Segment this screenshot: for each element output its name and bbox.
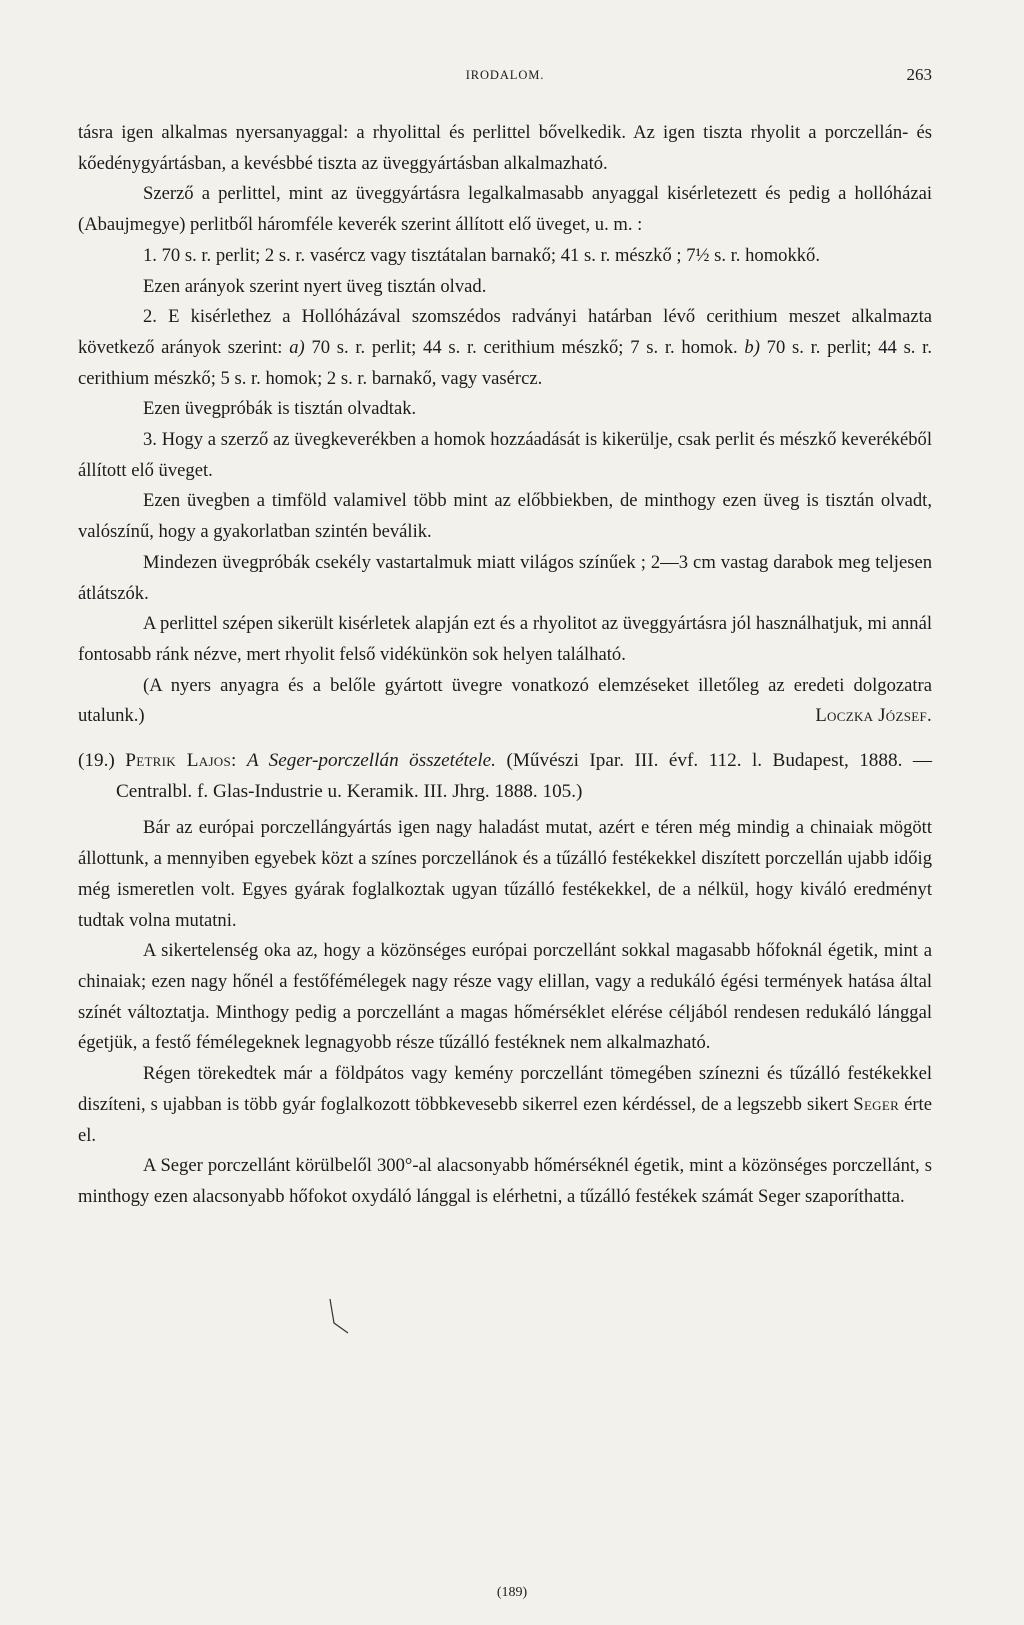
reference-note-text: (A nyers anyagra és a belőle gyártott üvegre vonatkozó elemzéseket illetőleg az eredeti dolgozatra utalunk.) <box>78 674 932 727</box>
recipe-2-variant-a-marker: a) <box>289 336 305 358</box>
entry-author: Petrik Lajos <box>125 750 232 772</box>
recipe-2-variant-b-marker: b) <box>744 336 760 358</box>
recipe-2-intro: 2. E kisérlethez a Hollóházával szomszédos radványi határban lévő cerithium meszet alkalmazta következő arányok szerint: <box>78 306 932 358</box>
pencil-mark <box>328 1297 350 1335</box>
running-title: IRODALOM. <box>465 68 545 82</box>
paragraph-colour: Mindezen üvegpróbák csekély vastartalmuk miatt világos színűek ; 2—3 cm vastag darabok meg teljesen átlátszók. <box>78 551 932 604</box>
recipe-2-variant-a: 70 s. r. perlit; 44 s. r. cerithium mészkő; 7 s. r. homok. <box>311 336 738 358</box>
recipe-1: 1. 70 s. r. perlit; 2 s. r. vasércz vagy tisztátalan barnakő; 41 s. r. mészkő ; 7½ s. r. homokkő. <box>143 244 820 266</box>
recipe-3-result: Ezen üvegben a timföld valamivel több mint az előbbiekben, de minthogy ezen üveg is tisztán olvadt, valószínű, hogy a gyakorlatban szintén beválik. <box>78 490 932 543</box>
paragraph-seger-intro: Bár az európai porczellángyártás igen nagy haladást mutat, azért e téren még mindig a chinaiak mögött állottunk, a mennyiben egyebek közt a színes porczellánok és a tűzálló festékekkel diszített porczellán ujabb időig még ismeretlen volt. Egyes gyárak foglalkoztak ugyan tűzálló festékekkel, de a nélkül, hogy kiváló eredményt tudtak volna mutatni. <box>78 817 932 931</box>
entry-number: (19.) <box>78 750 115 772</box>
reviewer-signature: Loczka József. <box>815 705 932 727</box>
page-body <box>78 118 932 1213</box>
seger-name: Seger <box>853 1093 900 1115</box>
recipe-2-result: Ezen üvegpróbák is tisztán olvadtak. <box>143 398 417 420</box>
recipe-2 <box>78 302 932 394</box>
recipe-3: 3. Hogy a szerző az üvegkeverékben a homok hozzáadását is kikerülje, csak perlit és mészkő keverékéből állított elő üveget. <box>78 429 932 481</box>
recipe-1-result: Ezen arányok szerint nyert üveg tisztán olvad. <box>143 275 487 297</box>
entry-source: (Művészi Ipar. III. évf. 112. l. Budapest, 1888. — Centralbl. f. Glas-Industrie u. Keramik. III. Jhrg. 1888. 105.) <box>116 750 933 802</box>
page-header <box>78 65 932 94</box>
sheet-signature-mark: (189) <box>496 1585 528 1600</box>
paragraph-failure-reason: A sikertelenség oka az, hogy a közönséges európai porczellánt sokkal magasabb hőfoknál égetik, mint a chinaiak; ezen nagy hőnél a festőfémélegek nagy része vagy elillan, vagy a redukáló égési termények hatása által színét változtatja. Minthogy pedig a porczellánt a magas hőmérséklet elérése céljából rendesen redukáló lánggal égetjük, a festő fémélegeknek legnagyobb része tűzálló festéknek nem alkalmazható. <box>78 940 932 1054</box>
seger-success-text: Régen törekedtek már a földpátos vagy kemény porczellánt tömegében színezni és tűzálló festékekkel diszíteni, s ujabban is több gyár foglalkozott többkevesebb sikerrel ezen kérdéssel, de a legszebb sikert <box>78 1063 932 1115</box>
recipe-2-variant-b: 70 s. r. perlit; 44 s. r. cerithium mészkő; 5 s. r. homok; 2 s. r. barnakő, vagy vasércz. <box>78 336 932 389</box>
seger-success-end: érte el. <box>78 1093 932 1146</box>
bibliography-entry-19 <box>78 746 932 807</box>
paragraph-seger-success <box>78 1059 932 1151</box>
reviewer-signature-line <box>78 701 932 732</box>
paragraph-perlite-experiment: Szerző a perlittel, mint az üveggyártásra legalkalmasabb anyaggal kisérletezett és pedig a hollóházai (Abaujmegye) perlitből háromféle keverék szerint állított elő üveget, u. m. : <box>78 183 932 236</box>
paragraph-conclusion: A perlittel szépen sikerült kisérletek alapján ezt és a rhyolitot az üveggyártásra jól használhatjuk, mi annál fontosabb ránk nézve, mert rhyolit felső vidékünkön sok helyen található. <box>78 613 932 665</box>
page-number: 263 <box>906 65 932 84</box>
paragraph-seger-firing: A Seger porczellánt körülbelől 300°-al alacsonyabb hőmérséknél égetik, mint a közönséges porczellánt, s minthogy ezen alacsonyabb hőfokot oxydáló lánggal is elérhetni, a tűzálló festékek számát Seger szaporíthatta. <box>78 1155 932 1207</box>
entry-title: A Seger-porczellán összetétele. <box>246 750 496 772</box>
paragraph-continuation: tásra igen alkalmas nyersanyaggal: a rhyolittal és perlittel bővelkedik. Az igen tiszta rhyolit a porczellán- és kőedénygyártásban, a kevésbbé tiszta az üveggyártásban alkalmazható. <box>78 122 932 174</box>
entry-colon: : <box>231 750 237 772</box>
